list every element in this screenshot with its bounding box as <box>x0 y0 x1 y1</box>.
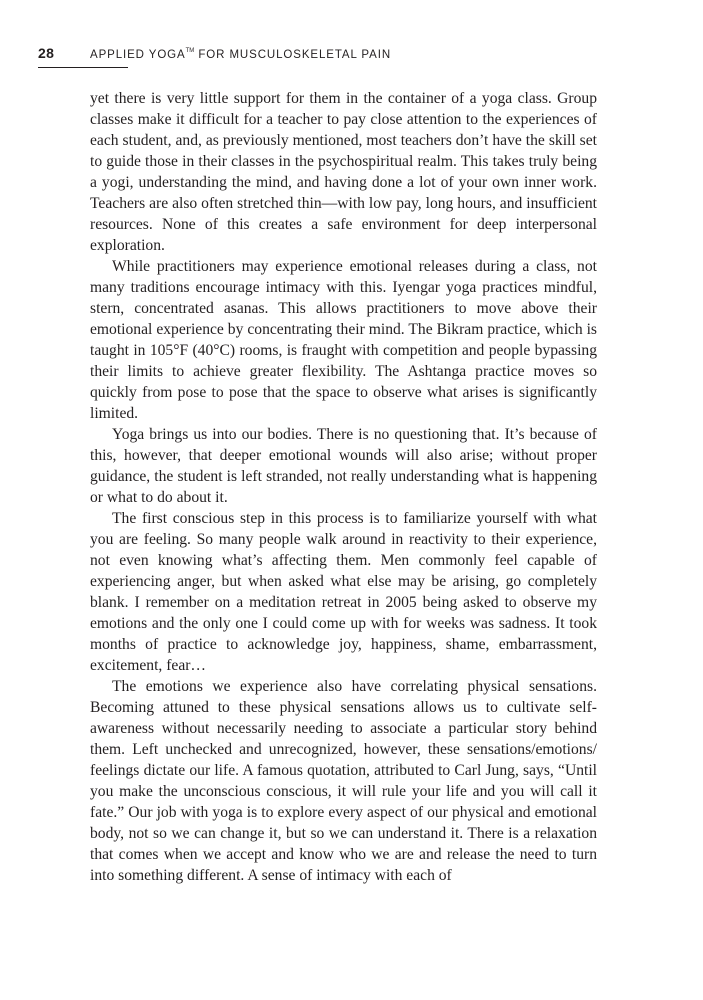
page-header <box>38 45 391 65</box>
paragraph-continued: yet there is very little support for them in the container of a yoga class. Group classes make it difficult for a teacher to pay close attention to the experiences of each student, and, as previously mentioned, most teachers don’t have the skill set to guide those in their classes in the psychospiritual realm. This takes truly being a yogi, understanding the mind, and having done a lot of your own inner work. Teachers are also often stretched thin—with low pay, long hours, and insufficient resources. None of this creates a safe environment for deep interpersonal exploration. <box>90 90 597 254</box>
paragraph: The emotions we experience also have correlating physical sensations. Becoming attuned to these physical sensations allows us to cultivate self-awareness without necessarily needing to associate a particular story behind them. Left unchecked and unrecognized, however, these sensations/emotions/ feelings dictate our life. A famous quotation, attributed to Carl Jung, says, “Until you make the unconscious conscious, it will rule your life and you will call it fate.” Our job with yoga is to explore every aspect of our physical and emotional body, not so we can change it, but so we can understand it. There is a relaxation that comes when we accept and know who we are and release the need to turn into something different. A sense of intimacy with each of <box>90 678 597 884</box>
page-number: 28 <box>38 45 55 61</box>
running-head <box>90 48 391 61</box>
running-head-title: APPLIED YOGA <box>90 49 186 61</box>
body-text <box>90 88 597 886</box>
paragraph: The first conscious step in this process is to familiarize yourself with what you are feeling. So many people walk around in reactivity to their experience, not even knowing what’s affecting them. Men commonly feel capable of experiencing anger, but when asked what else may be arising, go completely blank. I remember on a meditation retreat in 2005 being asked to observe my emotions and the only one I could come up with for weeks was sadness. It took months of practice to acknowledge joy, happiness, shame, embarrassment, excitement, fear… <box>90 510 597 674</box>
running-head-subtitle: FOR MUSCULOSKELETAL PAIN <box>194 49 392 61</box>
paragraph: While practitioners may experience emotional releases during a class, not many traditions encourage intimacy with this. Iyengar yoga practices mindful, stern, concentrated asanas. This allows practitioners to move above their emotional experience by concentrating their mind. The Bikram practice, which is taught in 105°F (40°C) rooms, is fraught with competition and people bypassing their limits to achieve greater flexibility. The Ashtanga practice moves so quickly from pose to pose that the space to observe what arises is significantly limited. <box>90 258 597 422</box>
header-rule <box>38 67 128 68</box>
paragraph: Yoga brings us into our bodies. There is no questioning that. It’s because of this, however, that deeper emotional wounds will also arise; without proper guidance, the student is left stranded, not really understanding what is happening or what to do about it. <box>90 426 597 506</box>
trademark-mark: TM <box>185 48 195 54</box>
